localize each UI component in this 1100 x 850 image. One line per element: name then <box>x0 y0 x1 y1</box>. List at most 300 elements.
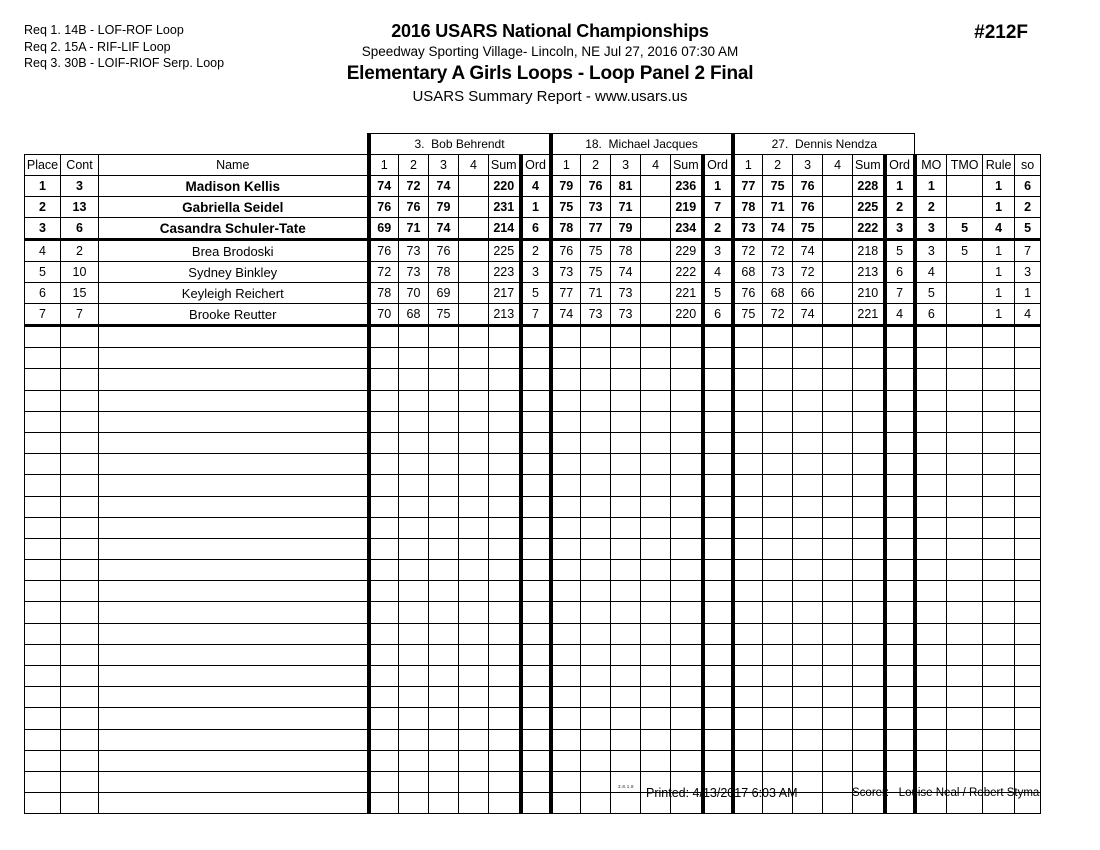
table-row-empty[interactable] <box>25 432 1041 453</box>
cell-empty <box>947 496 983 517</box>
cell-tmo: 5 <box>947 218 983 240</box>
cell-empty <box>611 581 641 602</box>
cell-j3-ord: 7 <box>885 283 915 304</box>
cell-empty <box>733 475 763 496</box>
cell-empty <box>793 666 823 687</box>
cell-empty <box>611 687 641 708</box>
cell-empty <box>581 432 611 453</box>
cell-empty <box>551 581 581 602</box>
cell-j2-sum: 221 <box>671 283 703 304</box>
cell-empty <box>1015 560 1041 581</box>
cell-empty <box>947 369 983 390</box>
cell-j2-e3: 71 <box>611 197 641 218</box>
cell-j2-e4 <box>641 240 671 262</box>
cell-empty <box>489 708 521 729</box>
venue-datetime: Speedway Sporting Village- Lincoln, NE Jul 27, 2016 07:30 AM <box>361 44 739 59</box>
cell-empty <box>581 687 611 708</box>
table-row-empty[interactable] <box>25 475 1041 496</box>
cell-j3-e1: 78 <box>733 197 763 218</box>
cell-j3-ord: 2 <box>885 197 915 218</box>
cell-empty <box>459 602 489 623</box>
cell-empty <box>763 348 793 369</box>
cell-j2-e3: 74 <box>611 262 641 283</box>
cell-empty <box>459 538 489 559</box>
cell-empty <box>733 644 763 665</box>
cell-empty <box>915 432 947 453</box>
cell-empty <box>853 708 885 729</box>
table-row-empty[interactable] <box>25 517 1041 538</box>
cell-j3-e2: 74 <box>763 218 793 240</box>
cell-empty <box>733 687 763 708</box>
cell-empty <box>61 687 99 708</box>
report-footer <box>24 783 1040 803</box>
col-header-j2-ord: Ord <box>703 155 733 176</box>
cell-empty <box>1015 432 1041 453</box>
cell-j3-e2: 68 <box>763 283 793 304</box>
championship-title: 2016 USARS National Championships <box>391 21 709 41</box>
cell-mo: 2 <box>915 197 947 218</box>
printed-timestamp: Printed: 4/13/2017 6:03 AM <box>646 786 798 800</box>
cell-empty <box>703 517 733 538</box>
cell-empty <box>611 475 641 496</box>
cell-empty <box>581 644 611 665</box>
cell-j1-ord: 4 <box>521 176 551 197</box>
cell-empty <box>521 326 551 348</box>
cell-empty <box>61 666 99 687</box>
cell-empty <box>399 411 429 432</box>
cell-empty <box>641 708 671 729</box>
cell-empty <box>551 496 581 517</box>
cell-empty <box>611 750 641 771</box>
cell-empty <box>733 432 763 453</box>
cell-empty <box>671 348 703 369</box>
cell-empty <box>703 729 733 750</box>
cell-j3-e2: 72 <box>763 240 793 262</box>
cell-empty <box>25 560 61 581</box>
table-row-empty[interactable] <box>25 581 1041 602</box>
cell-j2-sum: 234 <box>671 218 703 240</box>
cell-j1-e3: 74 <box>429 176 459 197</box>
cell-empty <box>983 411 1015 432</box>
cell-empty <box>703 411 733 432</box>
cell-name: Brooke Reutter <box>99 304 369 326</box>
cell-empty <box>459 326 489 348</box>
cell-j2-e3: 73 <box>611 304 641 326</box>
cell-empty <box>763 496 793 517</box>
cell-empty <box>1015 517 1041 538</box>
cell-empty <box>369 454 399 475</box>
cell-j2-e1: 79 <box>551 176 581 197</box>
table-row-empty[interactable] <box>25 369 1041 390</box>
cell-empty <box>521 411 551 432</box>
cell-j1-e4 <box>459 262 489 283</box>
cell-empty <box>763 326 793 348</box>
cell-empty <box>793 708 823 729</box>
cell-empty <box>369 666 399 687</box>
scorer-credit <box>852 787 1039 799</box>
cell-empty <box>733 750 763 771</box>
cell-empty <box>733 623 763 644</box>
cell-j3-e2: 71 <box>763 197 793 218</box>
table-head <box>25 134 1041 176</box>
table-row[interactable] <box>25 197 1041 218</box>
cell-j2-e2: 73 <box>581 197 611 218</box>
cell-empty <box>369 432 399 453</box>
cell-empty <box>915 560 947 581</box>
cell-j2-ord: 2 <box>703 218 733 240</box>
cell-empty <box>823 348 853 369</box>
cell-empty <box>853 623 885 644</box>
cell-j3-e2: 72 <box>763 304 793 326</box>
cell-empty <box>983 369 1015 390</box>
cell-tmo <box>947 283 983 304</box>
cell-empty <box>793 496 823 517</box>
cell-empty <box>885 644 915 665</box>
cell-name: Brea Brodoski <box>99 240 369 262</box>
cell-empty <box>983 750 1015 771</box>
cell-empty <box>703 602 733 623</box>
cell-empty <box>369 602 399 623</box>
table-row-empty[interactable] <box>25 390 1041 411</box>
cell-empty <box>763 602 793 623</box>
cell-empty <box>703 623 733 644</box>
table-row-empty[interactable] <box>25 538 1041 559</box>
cell-empty <box>369 348 399 369</box>
cell-j2-ord: 1 <box>703 176 733 197</box>
cell-empty <box>641 496 671 517</box>
cell-empty <box>733 369 763 390</box>
cell-empty <box>763 454 793 475</box>
cell-j3-sum: 213 <box>853 262 885 283</box>
cell-rule: 4 <box>983 218 1015 240</box>
cell-empty <box>581 369 611 390</box>
cell-empty <box>885 687 915 708</box>
requirement-item-3: Req 3. 30B - LOIF-RIOF Serp. Loop <box>24 56 225 70</box>
cell-empty <box>703 432 733 453</box>
cell-place: 3 <box>25 218 61 240</box>
cell-empty <box>947 517 983 538</box>
table-row-empty[interactable] <box>25 496 1041 517</box>
cell-empty <box>983 326 1015 348</box>
cell-j2-e2: 75 <box>581 262 611 283</box>
cell-empty <box>703 538 733 559</box>
cell-empty <box>399 475 429 496</box>
cell-empty <box>399 538 429 559</box>
table-row-empty[interactable] <box>25 602 1041 623</box>
cell-empty <box>671 390 703 411</box>
cell-empty <box>61 538 99 559</box>
table-row-empty[interactable] <box>25 729 1041 750</box>
cell-empty <box>915 644 947 665</box>
software-version: 3.8.1.8 <box>618 784 634 789</box>
table-row[interactable] <box>25 240 1041 262</box>
cell-empty <box>983 602 1015 623</box>
cell-j1-e3: 75 <box>429 304 459 326</box>
table-row-empty[interactable] <box>25 666 1041 687</box>
table-row[interactable] <box>25 218 1041 240</box>
cell-empty <box>429 369 459 390</box>
cell-empty <box>947 454 983 475</box>
cell-empty <box>611 538 641 559</box>
cell-empty <box>793 687 823 708</box>
cell-empty <box>581 729 611 750</box>
cell-empty <box>399 708 429 729</box>
cell-empty <box>581 390 611 411</box>
cell-empty <box>671 475 703 496</box>
cell-empty <box>99 750 369 771</box>
cell-j3-e4 <box>823 176 853 197</box>
cell-empty <box>369 411 399 432</box>
cell-empty <box>823 369 853 390</box>
cell-empty <box>671 326 703 348</box>
cell-empty <box>551 729 581 750</box>
event-number: #212F <box>974 22 1028 43</box>
cell-j2-ord: 5 <box>703 283 733 304</box>
cell-empty <box>823 496 853 517</box>
cell-empty <box>885 729 915 750</box>
table-row-empty[interactable] <box>25 623 1041 644</box>
cell-empty <box>581 602 611 623</box>
cell-empty <box>611 729 641 750</box>
cell-j1-sum: 223 <box>489 262 521 283</box>
cell-empty <box>763 369 793 390</box>
cell-empty <box>489 475 521 496</box>
cell-cont: 15 <box>61 283 99 304</box>
cell-empty <box>853 602 885 623</box>
cell-empty <box>885 602 915 623</box>
cell-j2-ord: 7 <box>703 197 733 218</box>
judge-band-spacer <box>99 134 369 155</box>
cell-empty <box>671 411 703 432</box>
cell-so: 5 <box>1015 218 1041 240</box>
cell-empty <box>551 560 581 581</box>
cell-j2-sum: 236 <box>671 176 703 197</box>
cell-j3-e1: 75 <box>733 304 763 326</box>
cell-empty <box>611 560 641 581</box>
cell-empty <box>915 708 947 729</box>
table-row[interactable] <box>25 176 1041 197</box>
cell-empty <box>25 538 61 559</box>
cell-empty <box>947 411 983 432</box>
cell-empty <box>99 326 369 348</box>
cell-j2-e2: 77 <box>581 218 611 240</box>
cell-j2-e4 <box>641 304 671 326</box>
cell-empty <box>611 369 641 390</box>
judge-3-name: Dennis Nendza <box>794 137 878 151</box>
cell-j2-e1: 74 <box>551 304 581 326</box>
cell-empty <box>551 390 581 411</box>
cell-empty <box>25 369 61 390</box>
col-header-j2-e4: 4 <box>641 155 671 176</box>
cell-empty <box>1015 687 1041 708</box>
cell-empty <box>99 602 369 623</box>
judge-1-name: Bob Behrendt <box>431 137 505 151</box>
cell-empty <box>429 454 459 475</box>
cell-j3-e3: 72 <box>793 262 823 283</box>
cell-empty <box>25 348 61 369</box>
table-row-empty[interactable] <box>25 454 1041 475</box>
cell-j2-e2: 73 <box>581 304 611 326</box>
cell-empty <box>99 708 369 729</box>
cell-empty <box>521 475 551 496</box>
cell-j1-sum: 214 <box>489 218 521 240</box>
cell-empty <box>641 475 671 496</box>
cell-empty <box>489 538 521 559</box>
cell-empty <box>369 496 399 517</box>
cell-empty <box>947 666 983 687</box>
cell-empty <box>521 348 551 369</box>
col-header-j1-e4: 4 <box>459 155 489 176</box>
cell-empty <box>489 560 521 581</box>
cell-empty <box>581 708 611 729</box>
table-row-empty[interactable] <box>25 750 1041 771</box>
cell-j3-sum: 221 <box>853 304 885 326</box>
cell-empty <box>703 496 733 517</box>
cell-empty <box>703 390 733 411</box>
cell-empty <box>521 560 551 581</box>
cell-cont: 10 <box>61 262 99 283</box>
cell-empty <box>521 432 551 453</box>
cell-tmo <box>947 197 983 218</box>
table-row[interactable] <box>25 262 1041 283</box>
cell-tmo <box>947 262 983 283</box>
cell-empty <box>885 517 915 538</box>
cell-empty <box>61 454 99 475</box>
cell-empty <box>885 369 915 390</box>
cell-empty <box>793 729 823 750</box>
cell-j1-e1: 72 <box>369 262 399 283</box>
cell-empty <box>551 454 581 475</box>
cell-empty <box>459 475 489 496</box>
cell-empty <box>459 729 489 750</box>
table-row-empty[interactable] <box>25 326 1041 348</box>
table-row-empty[interactable] <box>25 560 1041 581</box>
cell-empty <box>429 729 459 750</box>
cell-empty <box>793 326 823 348</box>
table-row-empty[interactable] <box>25 411 1041 432</box>
cell-empty <box>1015 496 1041 517</box>
cell-empty <box>459 454 489 475</box>
cell-empty <box>823 517 853 538</box>
cell-empty <box>99 729 369 750</box>
cell-empty <box>703 581 733 602</box>
cell-j2-e2: 75 <box>581 240 611 262</box>
cell-empty <box>551 538 581 559</box>
col-header-place: Place <box>25 155 61 176</box>
cell-empty <box>885 411 915 432</box>
cell-empty <box>489 390 521 411</box>
cell-empty <box>641 411 671 432</box>
cell-j1-e2: 72 <box>399 176 429 197</box>
cell-empty <box>947 623 983 644</box>
cell-empty <box>399 560 429 581</box>
cell-empty <box>611 348 641 369</box>
cell-cont: 6 <box>61 218 99 240</box>
cell-so: 6 <box>1015 176 1041 197</box>
cell-empty <box>885 538 915 559</box>
cell-empty <box>983 454 1015 475</box>
cell-empty <box>61 517 99 538</box>
col-header-j2-e1: 1 <box>551 155 581 176</box>
table-row-empty[interactable] <box>25 348 1041 369</box>
cell-empty <box>99 581 369 602</box>
cell-empty <box>823 411 853 432</box>
cell-empty <box>429 475 459 496</box>
cell-empty <box>671 454 703 475</box>
table-row-empty[interactable] <box>25 644 1041 665</box>
table-row[interactable] <box>25 304 1041 326</box>
cell-empty <box>671 369 703 390</box>
cell-mo: 5 <box>915 283 947 304</box>
cell-empty <box>983 496 1015 517</box>
cell-empty <box>581 326 611 348</box>
judge-3-header <box>733 134 915 155</box>
col-header-j1-ord: Ord <box>521 155 551 176</box>
cell-place: 7 <box>25 304 61 326</box>
cell-empty <box>551 644 581 665</box>
cell-j3-ord: 3 <box>885 218 915 240</box>
cell-place: 4 <box>25 240 61 262</box>
cell-empty <box>793 454 823 475</box>
cell-empty <box>947 581 983 602</box>
cell-empty <box>429 644 459 665</box>
cell-name: Gabriella Seidel <box>99 197 369 218</box>
cell-empty <box>369 644 399 665</box>
cell-empty <box>611 496 641 517</box>
cell-empty <box>885 326 915 348</box>
cell-empty <box>641 602 671 623</box>
cell-empty <box>733 602 763 623</box>
cell-empty <box>1015 454 1041 475</box>
table-row-empty[interactable] <box>25 687 1041 708</box>
cell-empty <box>1015 538 1041 559</box>
cell-empty <box>733 390 763 411</box>
cell-empty <box>763 666 793 687</box>
cell-j2-ord: 6 <box>703 304 733 326</box>
cell-empty <box>429 517 459 538</box>
col-header-j2-e3: 3 <box>611 155 641 176</box>
cell-empty <box>733 454 763 475</box>
cell-empty <box>885 454 915 475</box>
cell-empty <box>733 326 763 348</box>
cell-j1-e2: 73 <box>399 240 429 262</box>
cell-mo: 3 <box>915 240 947 262</box>
cell-j2-e4 <box>641 176 671 197</box>
cell-empty <box>25 432 61 453</box>
cell-empty <box>551 348 581 369</box>
cell-empty <box>611 644 641 665</box>
table-row-empty[interactable] <box>25 708 1041 729</box>
cell-j3-e2: 73 <box>763 262 793 283</box>
cell-j2-e2: 76 <box>581 176 611 197</box>
table-row[interactable] <box>25 283 1041 304</box>
cell-empty <box>429 602 459 623</box>
cell-empty <box>551 750 581 771</box>
cell-empty <box>99 644 369 665</box>
cell-empty <box>521 729 551 750</box>
cell-empty <box>611 390 641 411</box>
cell-empty <box>763 432 793 453</box>
cell-j3-e2: 75 <box>763 176 793 197</box>
cell-empty <box>399 602 429 623</box>
cell-name: Madison Kellis <box>99 176 369 197</box>
cell-empty <box>429 411 459 432</box>
cell-empty <box>399 623 429 644</box>
cell-empty <box>853 475 885 496</box>
judge-band-row <box>25 134 1041 155</box>
cell-empty <box>581 411 611 432</box>
cell-j3-e1: 72 <box>733 240 763 262</box>
